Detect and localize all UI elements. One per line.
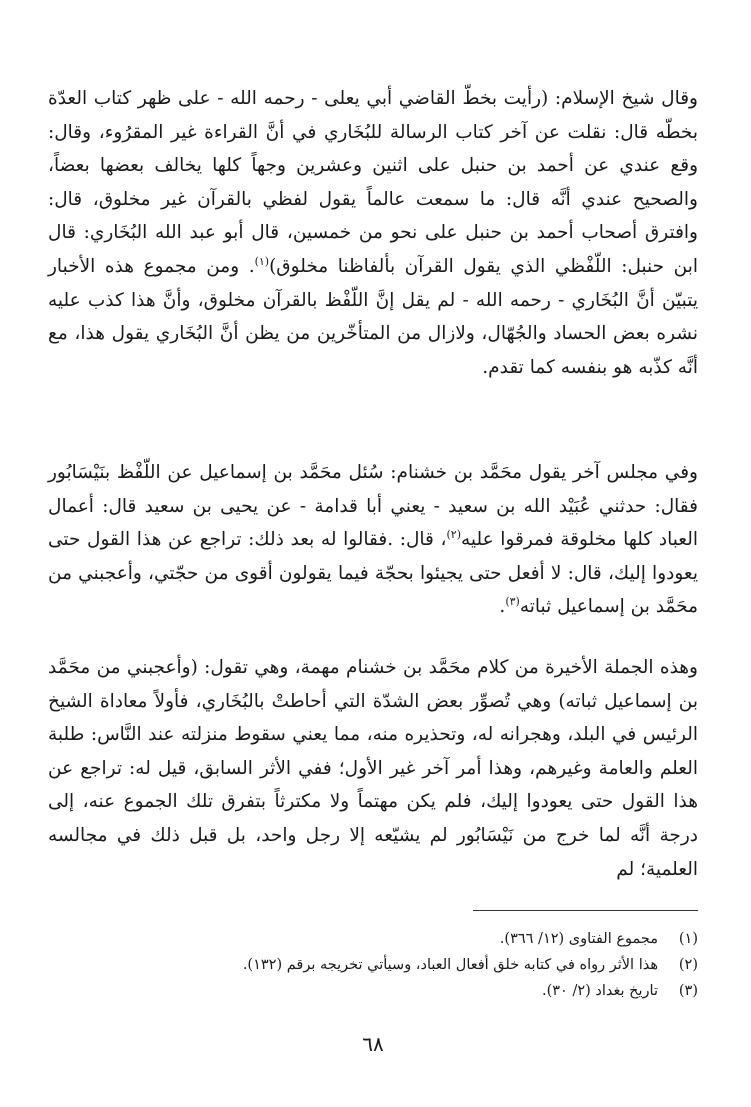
paragraph-2-text: وفي مجلس آخر يقول محَمَّد بن خشنام: سُئل محَمَّد بن إسماعيل عن اللّفْظ بنَيْسَابُور فقال: حدثني عُبَيْد الله بن سعيد - يعني أبا قدامة - عن يحيى بن سعيد قال: أعمال العباد كلها مخلوقة فمرقوا عليه bbox=[48, 462, 698, 551]
paragraph-1 bbox=[48, 82, 698, 384]
paragraph-1-text: وقال شيخ الإسلام: (رأيت بخطّ القاضي أبي يعلى - رحمه الله - على ظهر كتاب العدّة بخطّه قال: نقلت عن آخر كتاب الرسالة للبُخَاري في أنَّ القراءة غير المقرُوء، وقال: وقع عندي عن أحمد بن حنبل على اثنين وعشرين وجهاً كلها يخالف بعضها بعضاً، والصحيح عندي أنَّه قال: ما سمعت عالماً يقول لفظي بالقرآن غير مخلوق، قال: وافترق أصحاب أحمد بن حنبل على نحو من خمسين، قال أبو عبد الله البُخَاري: قال ابن حنبل: اللّفْظي الذي يقول القرآن بألفاظنا مخلوق) bbox=[48, 88, 698, 277]
paragraph-1-text-continued: . ومن مجموع هذه الأخبار يتبيّن أنَّ البُخَاري - رحمه الله - لم يقل إنَّ اللّفْظ بالقرآن مخلوق، وأنَّ هذا كذب عليه نشره بعض الحساد والجُهّال، ولازال من المتأخّرين من يظن أنَّ البُخَاري يقول هذا، مع أنَّه كذّبه هو بنفسه كما تقدم. bbox=[48, 255, 698, 378]
footnote-ref-1: (١) bbox=[254, 254, 270, 268]
footnote-text: تاريخ بغداد (٢/ ٣٠). bbox=[541, 983, 658, 999]
paragraph-3: وهذه الجملة الأخيرة من كلام محَمَّد بن خشنام مهمة، وهي تقول: (وأعجبني من محَمَّد بن إسماعيل ثباته) وهي تُصوِّر بعض الشدّة التي أحاطتْ بالبُخَاري، فأولاً معاداة الشيخ الرئيس في البلد، وهجرانه له، وتحذيره منه، مما يعني سقوط منزلته عند النَّاس: طلبة العلم والعامة وغيرهم، وهذا أمر آخر غير الأول؛ ففي الأثر السابق، قيل له: تراجع عن هذا القول حتى يعودوا إليك، فلم يكن مهتماً ولا مكترثاً بتفرق تلك الجموع عنه، إلى درجة أنَّه لما خرج من نَيْسَابُور لم يشيّعه إلا رجل واحد، بل قبل ذلك في مجالسه العلمية؛ لم bbox=[48, 657, 698, 880]
footnote-number: (١) bbox=[678, 931, 698, 947]
footnote-divider bbox=[473, 910, 698, 911]
paragraph-2-text-end: . bbox=[499, 596, 506, 618]
book-page bbox=[48, 0, 698, 1107]
footnote-2 bbox=[48, 952, 698, 978]
footnote-1 bbox=[48, 926, 698, 952]
paragraph-2-text-middle: ، قال: .فقالوا له بعد ذلك: تراجع عن هذا القول حتى يعودوا إليك، قال: لا أفعل حتى يجيئوا بحجّة فيما يقولون أقوى من حجّتي، وأعجبني من محَمَّد بن إسماعيل ثباته bbox=[48, 529, 698, 618]
footnote-number: (٢) bbox=[678, 957, 698, 973]
footnote-ref-3: (٣) bbox=[505, 595, 520, 609]
page-number: ٦٨ bbox=[362, 1032, 384, 1056]
paragraph-2 bbox=[48, 456, 698, 624]
footnote-text: هذا الأثر رواه في كتابه خلق أفعال العباد، وسيأتي تخريجه برقم (١٣٢). bbox=[242, 957, 658, 973]
footnote-3 bbox=[48, 978, 698, 1004]
footnote-number: (٣) bbox=[678, 983, 698, 999]
footnote-ref-2: (٢) bbox=[446, 528, 462, 542]
footnote-text: مجموع الفتاوى (١٢/ ٣٦٦). bbox=[499, 931, 658, 947]
footnotes bbox=[48, 926, 698, 1004]
